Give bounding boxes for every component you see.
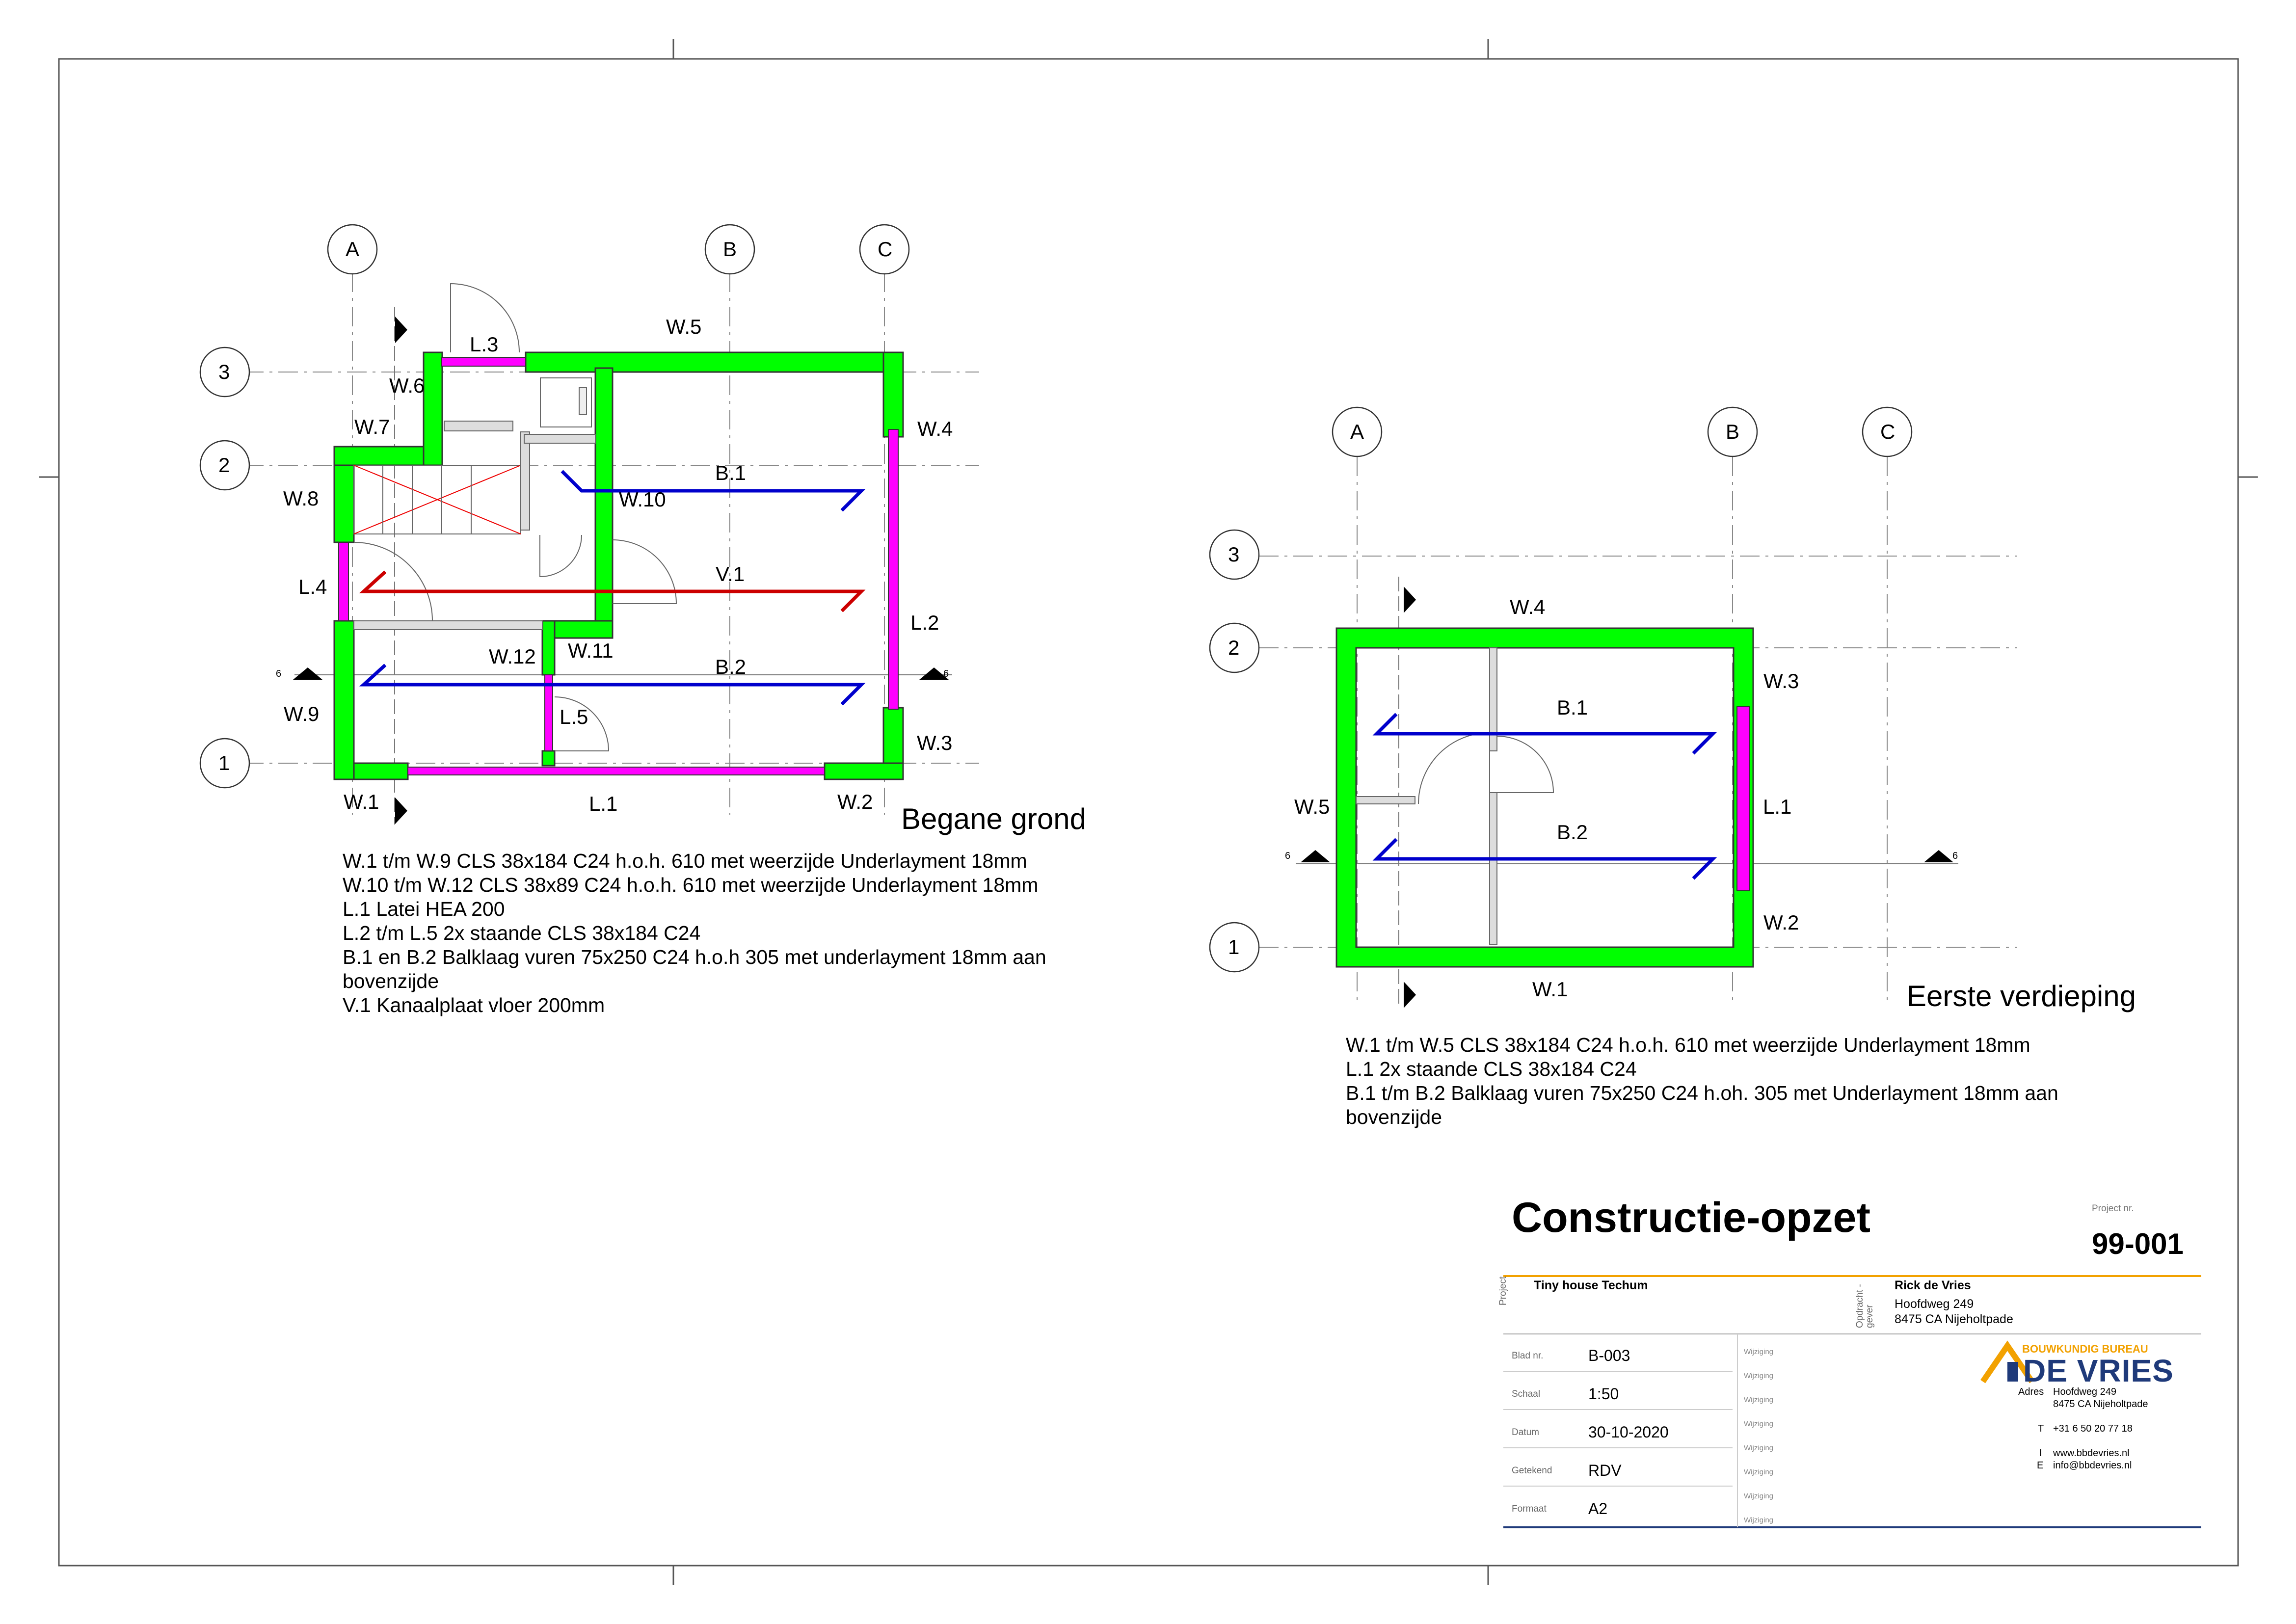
label-l2: L.2: [910, 611, 939, 634]
wall-w5: [526, 352, 903, 372]
ground-grid-c: C: [878, 238, 893, 261]
first-grid-b: B: [1726, 420, 1740, 443]
first-section-label-left: 6: [1285, 851, 1291, 861]
beam-b2: [1377, 839, 1713, 879]
project-label: Project: [1498, 1276, 1508, 1305]
wijziging-cell: Wijziging: [1744, 1348, 1774, 1356]
first-doors: [1418, 733, 1553, 804]
label-w1: W.1: [344, 790, 379, 813]
label-v1: V.1: [716, 562, 745, 586]
label-l3: L.3: [470, 333, 499, 356]
label-b1: B.1: [715, 461, 747, 484]
tel-value: +31 6 50 20 77 18: [2053, 1423, 2133, 1434]
project-nr-label: Project nr.: [2092, 1203, 2134, 1214]
wijziging-cell: Wijziging: [1744, 1468, 1774, 1476]
web-value[interactable]: www.bbdevries.nl: [2053, 1448, 2130, 1459]
first-label-b1: B.1: [1557, 696, 1588, 719]
row-label-datum: Datum: [1512, 1427, 1539, 1438]
first-floor-notes: [1346, 1033, 2146, 1129]
client-label: Opdracht -gever: [1855, 1284, 1875, 1328]
adres-street: Hoofdweg 249: [2053, 1386, 2116, 1397]
email-label: E: [2037, 1460, 2044, 1471]
row-value-datum: 30-10-2020: [1588, 1423, 1669, 1441]
note-line: L.1 Latei HEA 200: [343, 898, 505, 920]
first-section-label-right: 6: [1952, 851, 1958, 861]
label-w6: W.6: [389, 374, 425, 397]
wall-w4-top: [883, 352, 903, 437]
label-w9: W.9: [284, 702, 320, 725]
first-grid-3: 3: [1228, 543, 1240, 566]
note-line: B.1 t/m B.2 Balklaag vuren 75x250 C24 h.oh. 305 met Underlayment 18mm aan bovenzijde: [1346, 1082, 2058, 1128]
note-line: V.1 Kanaalplaat vloer 200mm: [343, 994, 605, 1016]
first-grid-c: C: [1880, 420, 1896, 443]
beam-b2: [364, 665, 861, 704]
wijziging-cell: Wijziging: [1744, 1444, 1774, 1452]
latei-l1: [408, 767, 825, 775]
tel-label: T: [2038, 1423, 2044, 1434]
row-value-getekend: RDV: [1588, 1462, 1622, 1479]
label-l5: L.5: [560, 705, 588, 728]
wijziging-cell: Wijziging: [1744, 1372, 1774, 1380]
web-label: I: [2039, 1448, 2042, 1459]
note-line: L.1 2x staande CLS 38x184 C24: [1346, 1058, 1637, 1080]
ground-section-label-left: 6: [276, 668, 282, 679]
first-floor-title: Eerste verdieping: [1907, 980, 2136, 1012]
label-w4: W.4: [917, 417, 953, 440]
row-value-blad: B-003: [1588, 1347, 1630, 1364]
ground-grid-3: 3: [218, 360, 230, 383]
ground-section-label-right: 6: [943, 668, 949, 679]
label-l4: L.4: [298, 575, 327, 598]
wijziging-column: [1744, 1340, 1773, 1532]
first-label-w5: W.5: [1294, 795, 1330, 818]
first-vertical-marker-top-icon: [1404, 586, 1416, 613]
project-name: Tiny house Techum: [1534, 1278, 1648, 1292]
door-swing: [1497, 736, 1553, 793]
row-value-schaal: 1:50: [1588, 1385, 1619, 1403]
wall-w10: [595, 368, 613, 623]
first-grid-lines: [1259, 456, 2017, 1006]
label-w2: W.2: [837, 790, 873, 813]
adres-label: Adres: [2018, 1386, 2044, 1397]
wijziging-cell: Wijziging: [1744, 1516, 1774, 1524]
drawing-title: Constructie-opzet: [1512, 1194, 1870, 1241]
project-nr: 99-001: [2092, 1227, 2184, 1260]
door-swing: [613, 540, 676, 604]
row-label-getekend: Getekend: [1512, 1465, 1552, 1476]
ground-floor-notes: [343, 849, 1128, 1017]
first-beams: [1377, 714, 1713, 879]
ground-vertical-marker-bottom-icon: [395, 798, 407, 824]
note-line: B.1 en B.2 Balklaag vuren 75x250 C24 h.o.h 305 met underlayment 18mm aan bovenzijde: [343, 946, 1046, 992]
ground-vertical-marker-top-icon: [395, 317, 407, 343]
ground-floor-plan: [200, 225, 979, 825]
first-section-marker-right-icon: [1924, 850, 1953, 862]
ground-section-marker-left-icon: [293, 667, 322, 680]
sheet-border: [59, 59, 2238, 1566]
ground-walls: [334, 352, 903, 779]
company-big-name: DE VRIES: [2023, 1353, 2174, 1388]
door-swing: [540, 535, 582, 577]
first-floor-plan: [1210, 407, 2017, 1009]
label-w10: W.10: [619, 488, 666, 511]
latei-l2: [888, 429, 898, 709]
email-value[interactable]: info@bbdevries.nl: [2053, 1460, 2132, 1471]
row-label-blad: Blad nr.: [1512, 1351, 1544, 1361]
wijziging-cell: Wijziging: [1744, 1420, 1774, 1428]
first-grid-a: A: [1350, 420, 1364, 443]
ground-grid-2: 2: [218, 453, 230, 477]
ground-lateis: [339, 357, 898, 775]
note-line: W.1 t/m W.9 CLS 38x184 C24 h.o.h. 610 met weerzijde Underlayment 18mm: [343, 850, 1027, 872]
row-label-schaal: Schaal: [1512, 1389, 1541, 1399]
wijziging-cell: Wijziging: [1744, 1396, 1774, 1404]
client-street: Hoofdweg 249: [1895, 1297, 1974, 1311]
client-city: 8475 CA Nijeholtpade: [1895, 1312, 2013, 1326]
beam-b1: [1377, 714, 1713, 753]
client-name: Rick de Vries: [1895, 1278, 1971, 1292]
first-label-w4: W.4: [1510, 595, 1546, 618]
label-w5: W.5: [666, 315, 702, 338]
label-w11: W.11: [568, 639, 614, 662]
door-swing: [1418, 733, 1490, 804]
wall-w6: [424, 352, 442, 465]
wijziging-cell: Wijziging: [1744, 1492, 1774, 1500]
wall-w9: [334, 621, 354, 779]
latei-l1: [1737, 707, 1750, 891]
ground-grid-a: A: [346, 238, 360, 261]
first-grid-2: 2: [1228, 636, 1240, 659]
note-line: W.10 t/m W.12 CLS 38x89 C24 h.o.h. 610 met weerzijde Underlayment 18mm: [343, 874, 1039, 896]
first-label-w1: W.1: [1532, 978, 1568, 1001]
label-b2: B.2: [715, 655, 747, 678]
label-w3: W.3: [917, 731, 953, 754]
first-section-marker-left-icon: [1301, 850, 1330, 862]
wall-w2: [825, 763, 903, 779]
label-w12: W.12: [489, 645, 536, 668]
door-swing: [354, 542, 432, 621]
row-value-formaat: A2: [1588, 1500, 1608, 1518]
note-line: L.2 t/m L.5 2x staande CLS 38x184 C24: [343, 922, 701, 944]
first-label-w3: W.3: [1763, 669, 1799, 692]
first-label-w2: W.2: [1763, 911, 1799, 934]
latei-l3: [442, 357, 526, 366]
label-w7: W.7: [354, 415, 390, 438]
company-small-name: BOUWKUNDIG BUREAU: [2022, 1343, 2148, 1355]
row-label-formaat: Formaat: [1512, 1504, 1547, 1514]
ground-grid-b: B: [723, 238, 737, 261]
first-interior: [1356, 648, 1497, 945]
first-vertical-marker-bottom-icon: [1404, 982, 1416, 1008]
first-label-b2: B.2: [1557, 821, 1588, 844]
note-line: W.1 t/m W.5 CLS 38x184 C24 h.o.h. 610 met weerzijde Underlayment 18mm: [1346, 1034, 2030, 1056]
ground-grid-1: 1: [218, 751, 230, 774]
latei-l4: [339, 542, 348, 621]
first-grid-bubbles: [1210, 407, 1912, 972]
wall-l5-base: [542, 751, 555, 766]
adres-city: 8475 CA Nijeholtpade: [2053, 1399, 2148, 1410]
wall-w12: [542, 621, 555, 675]
first-label-l1: L.1: [1763, 795, 1792, 818]
ground-floor-title: Begane grond: [901, 802, 1086, 835]
label-w8: W.8: [283, 487, 319, 510]
first-grid-1: 1: [1228, 935, 1240, 958]
label-l1: L.1: [589, 792, 618, 815]
